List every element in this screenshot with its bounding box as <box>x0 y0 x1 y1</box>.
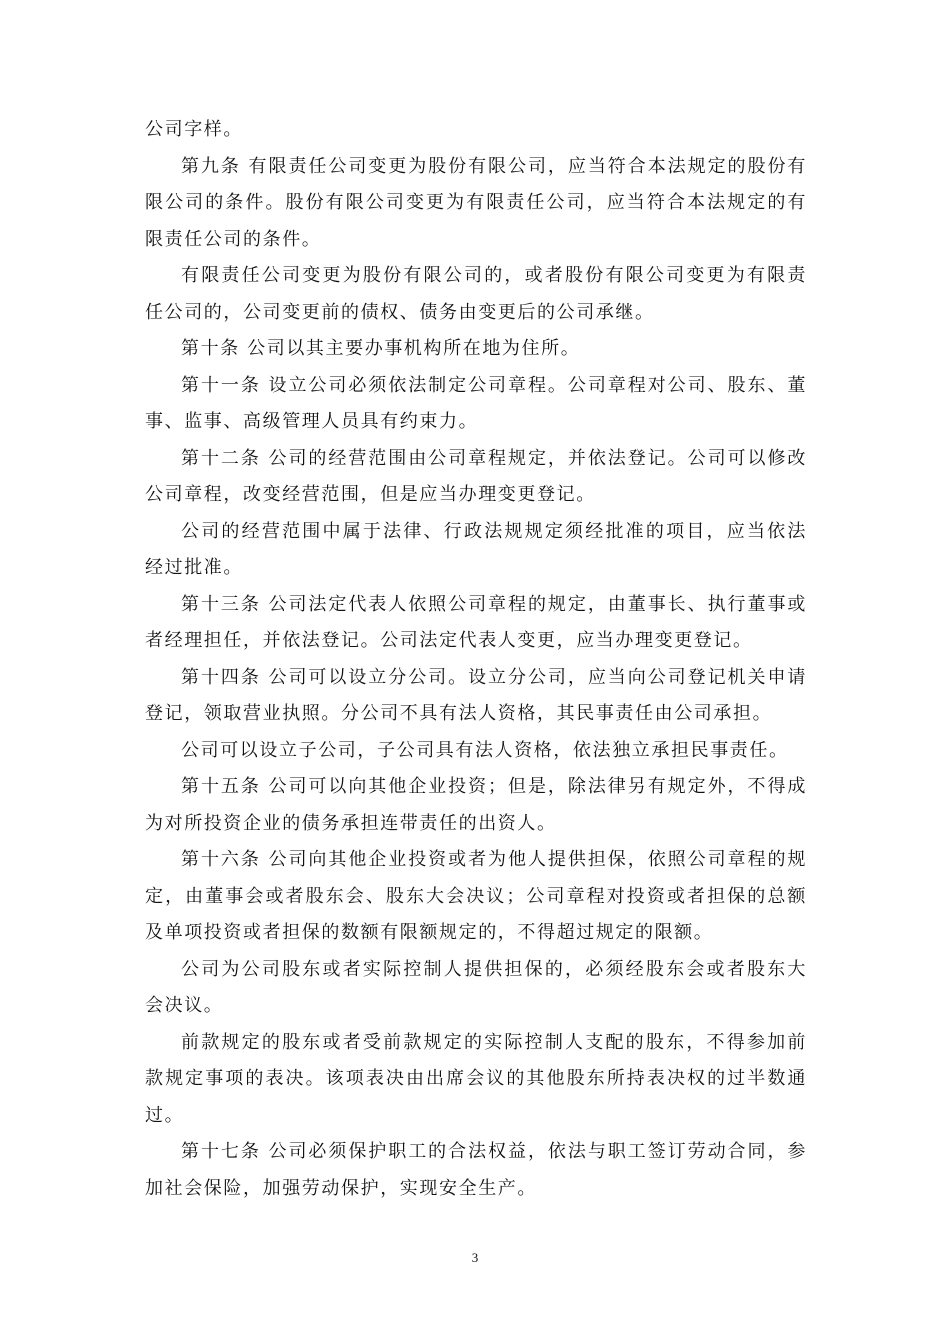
paragraph: 公司可以设立子公司，子公司具有法人资格，依法独立承担民事责任。 <box>181 739 789 761</box>
paragraph: 第十六条 公司向其他企业投资或者为他人提供担保，依照公司章程的规定，由董事会或者股东会、股东大会决议；公司章程对投资或者担保的总额及单项投资或者担保的数额有限额规定的，不得超过规定的限额。 <box>145 849 807 943</box>
paragraph: 第十五条 公司可以向其他企业投资；但是，除法律另有规定外，不得成为对所投资企业的债务承担连带责任的出资人。 <box>145 776 807 834</box>
paragraph: 公司的经营范围中属于法律、行政法规规定须经批准的项目，应当依法经过批准。 <box>145 520 807 578</box>
paragraph: 公司字样。 <box>145 119 243 140</box>
paragraph: 公司为公司股东或者实际控制人提供担保的，必须经股东会或者股东大会决议。 <box>145 958 807 1016</box>
paragraph: 第十三条 公司法定代表人依照公司章程的规定，由董事长、执行董事或者经理担任，并依法登记。公司法定代表人变更，应当办理变更登记。 <box>145 593 807 651</box>
paragraph: 第十四条 公司可以设立分公司。设立分公司，应当向公司登记机关申请登记，领取营业执照。分公司不具有法人资格，其民事责任由公司承担。 <box>145 666 807 724</box>
paragraph: 第十二条 公司的经营范围由公司章程规定，并依法登记。公司可以修改公司章程，改变经营范围，但是应当办理变更登记。 <box>145 447 807 505</box>
paragraph: 第九条 有限责任公司变更为股份有限公司，应当符合本法规定的股份有限公司的条件。股份有限公司变更为有限责任公司，应当符合本法规定的有限责任公司的条件。 <box>145 155 807 250</box>
paragraph: 前款规定的股东或者受前款规定的实际控制人支配的股东，不得参加前款规定事项的表决。该项表决由出席会议的其他股东所持表决权的过半数通过。 <box>145 1031 807 1126</box>
page-number: 3 <box>471 1250 479 1265</box>
paragraph: 第十条 公司以其主要办事机构所在地为住所。 <box>181 338 581 359</box>
paragraph: 有限责任公司变更为股份有限公司的，或者股份有限公司变更为有限责任公司的，公司变更前的债权、债务由变更后的公司承继。 <box>145 265 807 323</box>
document-body <box>145 112 807 1207</box>
paragraph: 第十七条 公司必须保护职工的合法权益，依法与职工签订劳动合同，参加社会保险，加强劳动保护，实现安全生产。 <box>145 1141 807 1199</box>
paragraph: 第十一条 设立公司必须依法制定公司章程。公司章程对公司、股东、董事、监事、高级管理人员具有约束力。 <box>145 374 807 432</box>
